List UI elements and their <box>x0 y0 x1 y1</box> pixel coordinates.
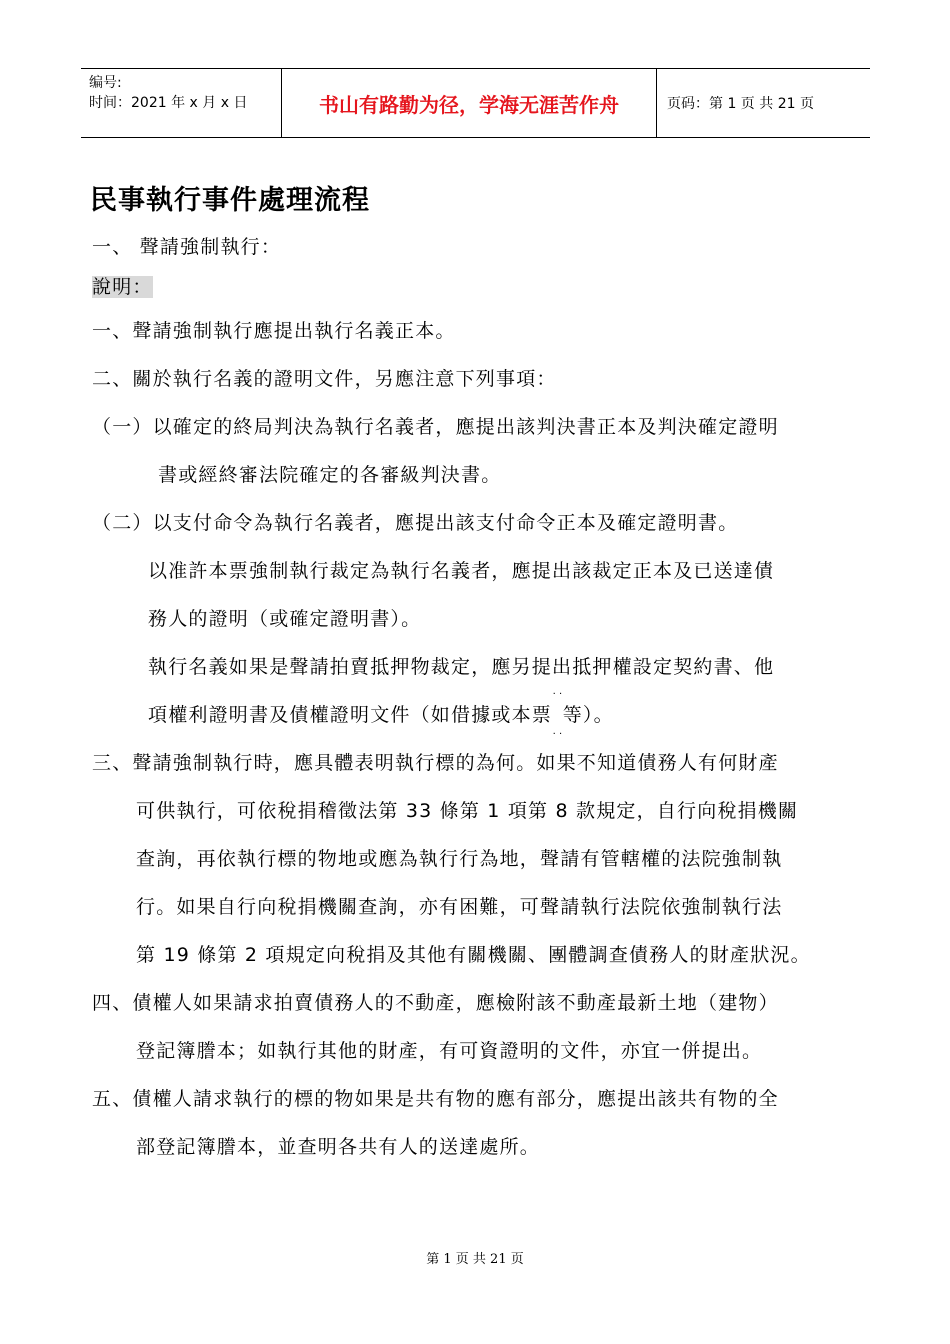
paragraph-line: 登記簿謄本；如執行其他的財產，有可資證明的文件，亦宜一併提出。 <box>136 1040 763 1062</box>
header-motto: 书山有路勤为径，学海无涯苦作舟 <box>281 69 657 137</box>
paragraph-line: （二）以支付命令為執行名義者，應提出該支付命令正本及確定證明書。 <box>92 512 739 534</box>
paragraph-line: （一）以確定的終局判決為執行名義者，應提出該判決書正本及判決確定證明 <box>92 416 779 438</box>
paragraph-line: 四、債權人如果請求拍賣債務人的不動產，應檢附該不動產最新土地（建物） <box>92 992 779 1014</box>
header-meta <box>81 69 281 137</box>
paragraph-line: 務人的證明（或確定證明書）。 <box>148 608 422 630</box>
document-title: 民事執行事件處理流程 <box>90 185 370 216</box>
paragraph-line: 二、關於執行名義的證明文件，另應注意下列事項： <box>92 368 557 390</box>
header-page-info: 页码：第 1 页 共 21 页 <box>667 96 814 112</box>
paragraph-line: 三、聲請強制執行時，應具體表明執行標的為何。如果不知道債務人有何財產 <box>92 752 779 774</box>
paragraph-line: 一、聲請強制執行應提出執行名義正本。 <box>92 320 456 342</box>
paragraph-line: 以准許本票強制執行裁定為執行名義者，應提出該裁定正本及已送達債 <box>148 560 775 582</box>
paragraph-line: 五、債權人請求執行的標的物如果是共有物的應有部分，應提出該共有物的全 <box>92 1088 779 1110</box>
paragraph-line: 部登記簿謄本，並查明各共有人的送達處所。 <box>136 1136 541 1158</box>
note-label <box>92 272 153 299</box>
paragraph-line-text: 項權利證明書及債權證明文件（如借據或本票 <box>148 704 553 726</box>
header-table <box>81 68 870 138</box>
emphasis-dots: · · ​ · · <box>552 704 563 726</box>
paragraph-line: 查詢，再依執行標的物地或應為執行行為地，聲請有管轄權的法院強制執 <box>136 848 783 870</box>
paragraph-line-text: 等）。 <box>562 704 614 726</box>
paragraph-line: 書或經終審法院確定的各審級判決書。 <box>158 464 502 486</box>
paragraph-line <box>148 700 614 727</box>
note-label-text: 說明： <box>92 276 153 298</box>
time-label: 时间：2021 年 x 月 x 日 <box>89 95 248 111</box>
paragraph-line: 第 19 條第 2 項規定向稅捐及其他有關機關、團體調查債務人的財產狀況。 <box>136 944 811 966</box>
paragraph-line: 行。如果自行向稅捐機關查詢，亦有困難，可聲請執行法院依強制執行法 <box>136 896 783 918</box>
paragraph-line: 執行名義如果是聲請拍賣抵押物裁定，應另提出抵押權設定契約書、他 <box>148 656 775 678</box>
number-label: 编号: <box>89 75 122 91</box>
page-footer: 第 1 页 共 21 页 <box>426 1252 524 1267</box>
paragraph-line: 可供執行，可依稅捐稽徵法第 33 條第 1 項第 8 款規定，自行向稅捐機關 <box>136 800 799 822</box>
section-heading: 一、 聲請強制執行： <box>92 236 282 258</box>
